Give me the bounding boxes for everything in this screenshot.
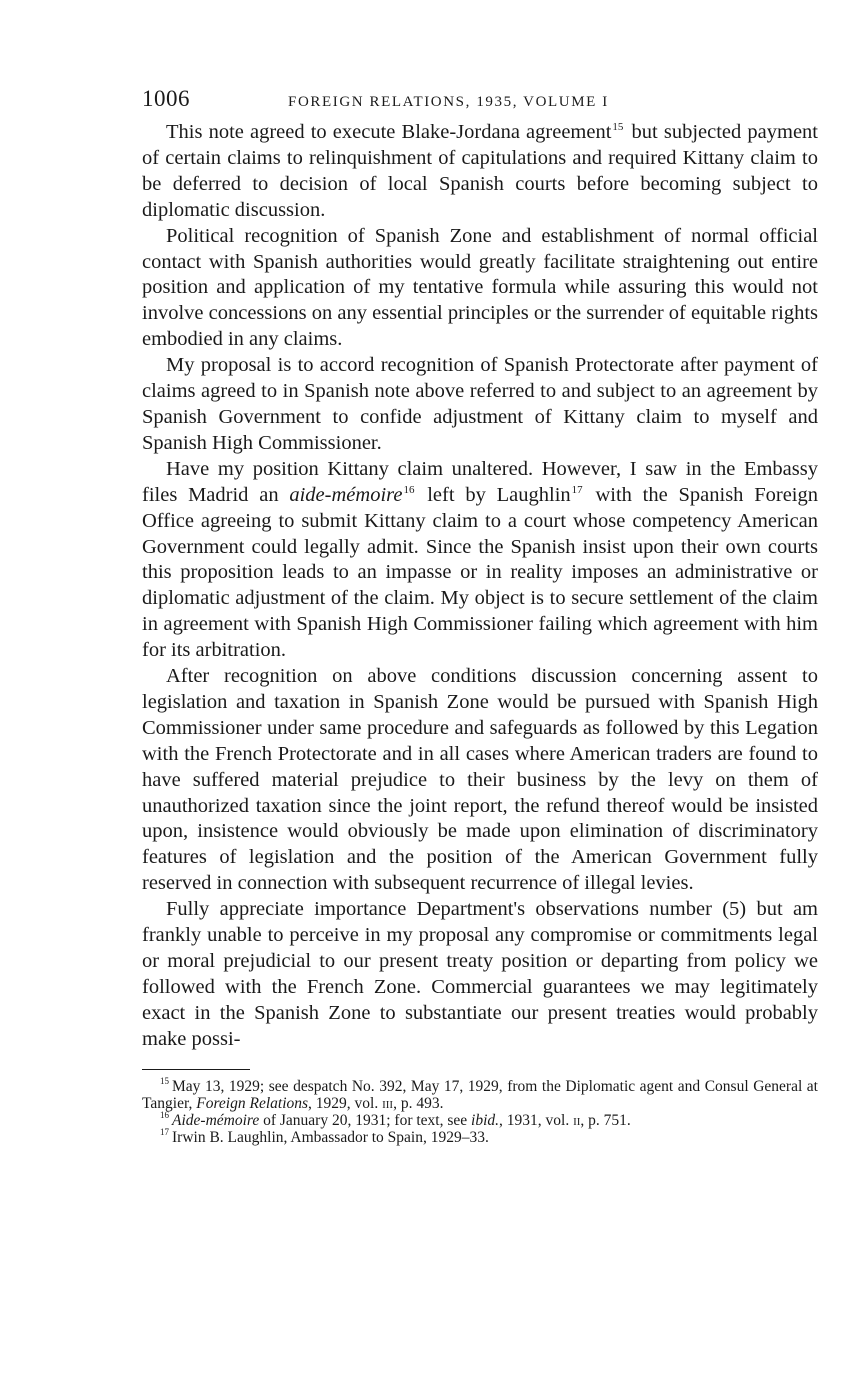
footnote-15-text-b: , 1929, vol. <box>308 1094 383 1112</box>
footnote-15-text-a: May 13, 1929; see despatch No. 392, May 17, 1929, from the Diplomatic agent and Consul General at Tangier, <box>142 1077 818 1112</box>
footnote-15-text-c: , p. 493. <box>393 1094 444 1112</box>
paragraph-5: After recognition on above conditions discussion concerning assent to legislation and taxation in Spanish Zone would be pursued with Spanish High Commissioner under same procedure and safeguards as followed by this Legation with the French Protectorate and in all cases where American traders are found to have suffered material prejudice to their business by the levy on them of unauthorized taxation since the joint report, the refund thereof would be insisted upon, insistence would obviously be made upon elimination of discriminatory features of legislation and the position of the American Government fully reserved in connection with subsequent recurrence of illegal levies. <box>142 665 818 895</box>
paragraph-4-text-c: with the Spanish Foreign Office agreeing to submit Kittany claim to a court whose competency American Government could legally admit. Since the Spanish insist upon their own courts this proposition leads to an impasse or in reality imposes an administrative or diplomatic adjustment of the claim. My object is to secure settlement of the claim in agreement with Spanish High Commissioner failing which agreement with him for its arbitration. <box>142 483 818 662</box>
page-number: 1006 <box>142 86 190 111</box>
page-header <box>142 86 818 120</box>
footnote-15-title: Foreign Relations <box>196 1094 309 1112</box>
footnote-16-text-b: , 1931, vol. <box>499 1111 574 1129</box>
footnote-16-text-a: of January 20, 1931; for text, see <box>259 1111 472 1129</box>
paragraph-4 <box>142 457 818 664</box>
aide-memoire-term: aide-mémoire <box>289 483 403 506</box>
footnote-16 <box>142 1112 818 1129</box>
footnote-17 <box>142 1129 818 1146</box>
footnote-ref-17: 17 <box>571 484 583 496</box>
body-text <box>142 120 818 1053</box>
footnote-15 <box>142 1078 818 1112</box>
footnote-ref-16: 16 <box>403 484 415 496</box>
paragraph-1 <box>142 120 818 224</box>
footnote-16-number: 16 <box>160 1110 169 1121</box>
paragraph-6: Fully appreciate importance Department's observations number (5) but am frankly unable to perceive in my proposal any compromise or commitments legal or moral prejudicial to our present treaty position or departing from policy we followed with the French Zone. Commercial guarantees we may legitimately exact in the Spanish Zone to substantiate our present treaties would probably make possi- <box>142 898 818 1050</box>
paragraph-4-text-a: Have my position Kittany claim unaltered. However, I saw in the Embassy files Madrid an <box>142 457 818 506</box>
footnote-16-text-c: , p. 751. <box>580 1111 631 1129</box>
footnotes <box>142 1078 818 1146</box>
footnote-ref-15: 15 <box>612 121 624 134</box>
paragraph-4-text-b: left by Laughlin <box>416 483 571 506</box>
footnote-16-volume: ii <box>573 1111 581 1129</box>
paragraph-3: My proposal is to accord recognition of Spanish Protectorate after payment of claims agreed to in Spanish note above referred to and subject to an agreement by Spanish Government to confide adjustment of Kittany claim to myself and Spanish High Commissioner. <box>142 354 818 454</box>
footnote-17-text: Irwin B. Laughlin, Ambassador to Spain, 1929–33. <box>172 1128 489 1146</box>
footnote-16-term: Aide-mémoire <box>172 1111 260 1129</box>
footnote-17-number: 17 <box>160 1127 169 1138</box>
footnote-16-ibid: ibid. <box>471 1111 500 1129</box>
footnote-15-volume: iii <box>382 1094 394 1112</box>
running-title: FOREIGN RELATIONS, 1935, VOLUME I <box>288 94 609 110</box>
footnote-divider <box>142 1069 250 1070</box>
footnote-15-number: 15 <box>160 1076 169 1087</box>
paragraph-2: Political recognition of Spanish Zone and establishment of normal official contact with Spanish authorities would greatly facilitate straightening out entire position and application of my tentative formula while assuring this would not involve concessions on any essential principles or the surrender of equitable rights embodied in any claims. <box>142 224 818 351</box>
paragraph-1-text-b: but subjected payment of certain claims to relinquishment of capitulations and required Kittany claim to be deferred to decision of local Spanish courts before becoming subject to diplomatic discussion. <box>142 121 818 221</box>
paragraph-1-text-a: This note agreed to execute Blake-Jordana agreement <box>166 121 612 143</box>
document-page <box>142 86 818 1146</box>
